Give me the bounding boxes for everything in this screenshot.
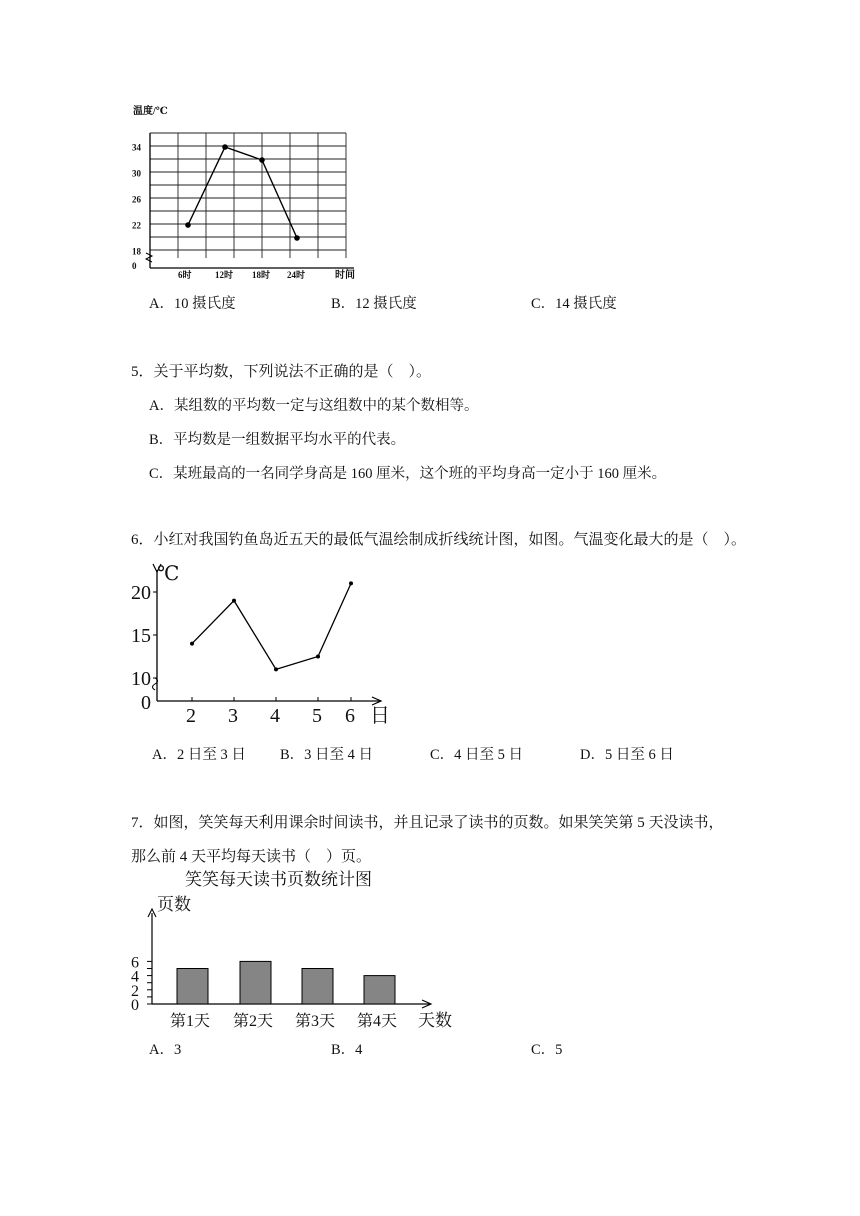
x-tick-label: 24时 [287, 270, 306, 280]
y-tick-label: 26 [132, 194, 141, 205]
q6-option-b[interactable]: B．3 日至 4 日 [280, 747, 374, 763]
x-tick-label: 5 [312, 705, 322, 727]
x-tick-label: 第4天 [357, 1013, 398, 1030]
y-tick-label: 0 [131, 997, 139, 1014]
y-tick-label: 0 [132, 261, 137, 271]
q5-option-c[interactable]: C．某班最高的一名同学身高是 160 厘米，这个班的平均身高一定小于 160 厘米。 [149, 466, 667, 482]
data-point [232, 599, 236, 603]
q7-stem-line1: 7．如图，笑笑每天利用课余时间读书，并且记录了读书的页数。如果笑笑第 5 天没读书， [131, 815, 724, 831]
y-tick-label: 6 [131, 954, 139, 972]
data-point [349, 581, 353, 585]
bar [177, 969, 208, 1005]
q5-option-a[interactable]: A．某组数的平均数一定与这组数中的某个数相等。 [149, 398, 479, 414]
y-tick-label: 22 [132, 220, 141, 231]
q7-option-b[interactable]: B．4 [331, 1042, 363, 1058]
axis-break-mark [146, 253, 152, 262]
y-tick-label: 0 [141, 692, 151, 714]
q6-stem: 6．小红对我国钓鱼岛近五天的最低气温绘制成折线统计图，如图。气温变化最大的是（ ）。 [131, 532, 747, 548]
data-point [185, 222, 191, 228]
data-point [259, 157, 265, 163]
q6-option-a[interactable]: A．2 日至 3 日 [152, 747, 246, 763]
y-tick-labels [131, 954, 152, 1014]
bar [302, 969, 333, 1005]
y-tick-label: 2 [131, 982, 139, 1000]
x-tick-label: 12时 [215, 270, 234, 280]
q4-option-a[interactable]: A．10 摄氏度 [149, 296, 236, 312]
y-tick-label: 18 [132, 246, 141, 257]
data-point [294, 235, 300, 241]
q6-option-d[interactable]: D．5 日至 6 日 [580, 747, 674, 763]
q4-option-b[interactable]: B．12 摄氏度 [331, 296, 417, 312]
chart-axes [153, 564, 382, 705]
y-tick-labels [131, 582, 157, 714]
y-axis-label: ℃ [157, 563, 180, 585]
q7-option-c[interactable]: C．5 [531, 1042, 563, 1058]
series-line [192, 583, 351, 669]
x-axis-label: 日 [370, 705, 390, 727]
q6-option-c[interactable]: C．4 日至 5 日 [430, 747, 524, 763]
q7-option-a[interactable]: A．3 [149, 1042, 182, 1058]
temperature-chart [130, 100, 370, 285]
x-tick-label: 4 [270, 705, 280, 727]
reading-pages-chart [125, 865, 475, 1037]
low-temperature-chart [125, 560, 405, 730]
q5-option-b[interactable]: B．平均数是一组数据平均水平的代表。 [149, 432, 406, 448]
data-point [316, 655, 320, 659]
y-tick-labels [132, 143, 142, 272]
x-tick-labels [178, 269, 305, 280]
x-tick-labels [170, 1012, 397, 1030]
y-tick-label: 34 [132, 142, 141, 153]
x-tick-label: 6 [345, 705, 355, 727]
chart-grid [150, 133, 346, 258]
x-tick-label: 6时 [178, 270, 192, 280]
data-point [274, 667, 278, 671]
chart-series [190, 581, 353, 671]
q5-stem: 5．关于平均数，下列说法不正确的是（ ）。 [131, 364, 432, 380]
x-tick-label: 第1天 [170, 1013, 211, 1030]
x-axis-label: 天数 [418, 1011, 452, 1030]
y-tick-label: 30 [132, 168, 141, 179]
x-tick-label: 2 [186, 705, 196, 727]
chart-axes [146, 133, 354, 268]
q4-option-c[interactable]: C．14 摄氏度 [531, 296, 617, 312]
data-point [190, 642, 194, 646]
y-axis-label: 温度/℃ [133, 106, 168, 117]
chart-bars [177, 961, 395, 1004]
bar [364, 976, 395, 1004]
data-point [222, 144, 228, 150]
x-tick-label: 第2天 [233, 1013, 274, 1030]
bar [240, 961, 271, 1004]
y-tick-label: 15 [131, 625, 151, 647]
y-axis-label: 页数 [157, 895, 191, 914]
x-axis-label: 时间 [335, 270, 355, 281]
y-tick-label: 20 [131, 582, 151, 604]
y-tick-label: 10 [131, 668, 151, 690]
q7-stem-line2: 那么前 4 天平均每天读书（ ）页。 [131, 849, 372, 865]
x-tick-label: 3 [228, 705, 238, 727]
x-tick-label: 第3天 [295, 1013, 336, 1030]
chart-title: 笑笑每天读书页数统计图 [185, 870, 372, 889]
x-tick-label: 18时 [252, 270, 271, 280]
y-tick-label: 4 [131, 968, 139, 986]
